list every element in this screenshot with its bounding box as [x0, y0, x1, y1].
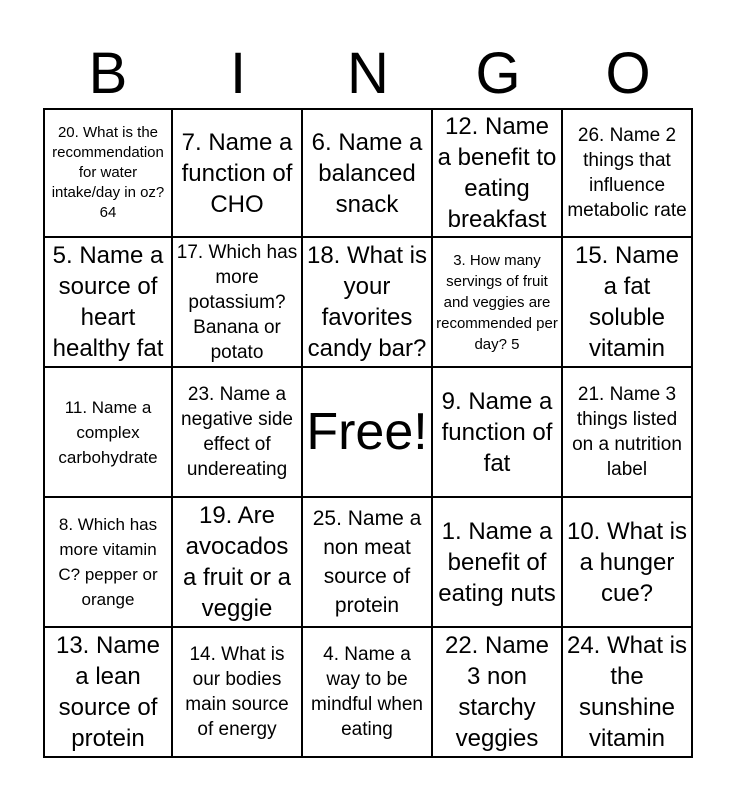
bingo-cell	[173, 628, 303, 758]
free-space	[303, 368, 433, 498]
header-letter-b: B	[88, 41, 128, 106]
cell-text: 22. Name 3 non starchy veggies	[444, 632, 550, 752]
bingo-cell	[43, 628, 173, 758]
bingo-cell	[303, 108, 433, 238]
free-space-text: Free!	[306, 403, 428, 461]
bingo-cell	[173, 368, 303, 498]
cell-text: 9. Name a function of fat	[441, 387, 553, 477]
bingo-cell	[173, 108, 303, 238]
bingo-cell	[563, 108, 693, 238]
bingo-cell	[433, 238, 563, 368]
cell-text: 15. Name a fat soluble vitamin	[574, 242, 680, 362]
cell-text: 13. Name a lean source of protein	[55, 632, 161, 752]
cell-text: 4. Name a way to be mindful when eating	[311, 644, 423, 740]
bingo-cell	[303, 238, 433, 368]
cell-text: 12. Name a benefit to eating breakfast	[437, 113, 557, 233]
bingo-cell	[43, 238, 173, 368]
bingo-cell	[43, 108, 173, 238]
header-letter-g: G	[475, 41, 521, 106]
cell-text: 3. How many servings of fruit and veggies are recommended per day? 5	[436, 251, 558, 353]
cell-text: 11. Name a complex carbohydrate	[58, 397, 158, 467]
cell-text: 14. What is our bodies main source of energy	[185, 644, 289, 740]
bingo-cell	[433, 628, 563, 758]
bingo-header	[43, 40, 693, 108]
bingo-cell	[563, 238, 693, 368]
header-letter-i: I	[229, 41, 247, 106]
cell-text: 7. Name a function of CHO	[181, 128, 293, 218]
header-letter-o: O	[605, 41, 651, 106]
cell-text: 23. Name a negative side effect of undereating	[181, 384, 293, 480]
bingo-cell	[563, 628, 693, 758]
cell-text: 1. Name a benefit of eating nuts	[438, 517, 556, 607]
cell-text: 10. What is a hunger cue?	[566, 517, 688, 607]
bingo-cell	[563, 368, 693, 498]
cell-text: 6. Name a balanced snack	[311, 128, 423, 218]
cell-text: 21. Name 3 things listed on a nutrition label	[572, 384, 682, 480]
header-letter-n: N	[347, 41, 389, 106]
cell-text: 17. Which has more potassium? Banana or potato	[176, 241, 298, 363]
bingo-board	[43, 108, 693, 758]
bingo-cell	[303, 628, 433, 758]
bingo-cell	[433, 498, 563, 628]
cell-text: 25. Name a non meat source of protein	[312, 507, 422, 617]
bingo-cell	[43, 368, 173, 498]
cell-text: 20. What is the recommendation for water intake/day in oz? 64	[51, 124, 165, 221]
cell-text: 24. What is the sunshine vitamin	[566, 632, 688, 752]
cell-text: 5. Name a source of heart healthy fat	[52, 242, 164, 362]
cell-text: 8. Which has more vitamin C? pepper or orange	[58, 515, 158, 609]
bingo-cell	[563, 498, 693, 628]
cell-text: 26. Name 2 things that influence metabolic rate	[567, 125, 687, 221]
bingo-cell	[43, 498, 173, 628]
bingo-cell	[173, 498, 303, 628]
cell-text: 19. Are avocados a fruit or a veggie	[182, 502, 292, 622]
cell-text: 18. What is your favorites candy bar?	[306, 242, 428, 362]
bingo-cell	[433, 108, 563, 238]
bingo-cell	[303, 498, 433, 628]
bingo-cell	[173, 238, 303, 368]
bingo-cell	[433, 368, 563, 498]
